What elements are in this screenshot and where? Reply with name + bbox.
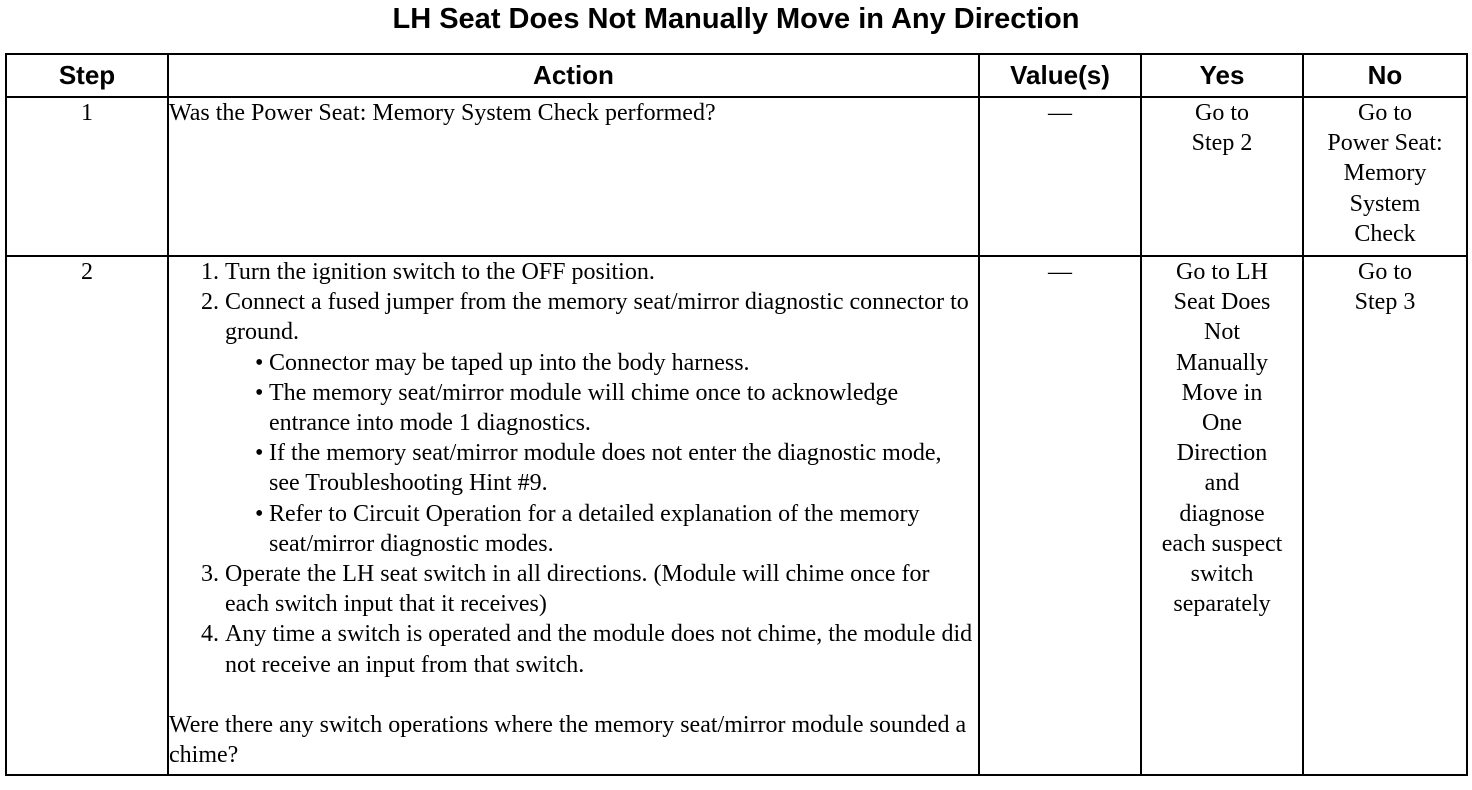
header-step: Step (6, 54, 168, 97)
value-cell: — (979, 97, 1141, 256)
yes-line: diagnose (1179, 500, 1265, 527)
yes-line: and (1204, 470, 1240, 497)
instruction-item (225, 287, 978, 559)
no-line: Go to (1358, 100, 1412, 126)
sub-bullet: • The memory seat/mirror module will chime once to acknowledge entrance into mode 1 diagnostics. (265, 378, 978, 438)
yes-line: Go to (1195, 100, 1249, 126)
no-cell (1303, 97, 1467, 256)
value-cell: — (979, 256, 1141, 775)
yes-line: Direction (1176, 440, 1268, 467)
instruction-item (225, 559, 978, 619)
no-line: Check (1354, 220, 1416, 247)
instruction-list (169, 257, 978, 680)
question-text: Were there any switch operations where the memory seat/mirror module sounded a chime? (169, 711, 967, 769)
yes-line: Not (1204, 319, 1240, 346)
yes-line: separately (1173, 591, 1271, 618)
step-number: 1 (6, 97, 168, 256)
yes-cell (1141, 256, 1303, 775)
no-line: Memory (1343, 160, 1427, 187)
no-line: Power Seat: (1327, 130, 1443, 157)
no-line: Go to (1358, 259, 1412, 285)
no-line: Step 3 (1354, 289, 1416, 316)
instruction-item (225, 257, 978, 287)
table-row (6, 97, 1467, 256)
step-number: 2 (6, 256, 168, 775)
no-cell (1303, 256, 1467, 775)
instruction-text: Any time a switch is operated and the module does not chime, the module did not receive an input from that switch. (225, 621, 973, 678)
header-no: No (1303, 54, 1467, 97)
sub-bullet-list (225, 348, 978, 559)
action-text: Was the Power Seat: Memory System Check performed? (168, 97, 979, 256)
instruction-text: Operate the LH seat switch in all directions. (Module will chime once for each switch input that it receives) (225, 561, 930, 618)
sub-bullet: • Connector may be taped up into the body harness. (265, 348, 978, 378)
header-action: Action (168, 54, 979, 97)
yes-line: Go to LH (1176, 259, 1268, 285)
yes-line: Step 2 (1191, 130, 1253, 157)
yes-line: One (1202, 410, 1242, 437)
yes-line: each suspect (1161, 530, 1283, 557)
yes-line: Move in (1181, 379, 1263, 406)
instruction-item (225, 619, 978, 679)
table-row (6, 256, 1467, 775)
yes-cell (1141, 97, 1303, 256)
instruction-text: Connect a fused jumper from the memory seat/mirror diagnostic connector to ground. (225, 289, 969, 346)
yes-line: Seat Does (1173, 289, 1271, 316)
action-cell (168, 256, 979, 775)
header-yes: Yes (1141, 54, 1303, 97)
table-header-row (6, 54, 1467, 97)
sub-bullet: • If the memory seat/mirror module does not enter the diagnostic mode, see Troubleshooting Hint #9. (265, 438, 978, 498)
header-values: Value(s) (979, 54, 1141, 97)
page-title: LH Seat Does Not Manually Move in Any Direction (392, 3, 1080, 35)
instruction-text: Turn the ignition switch to the OFF position. (225, 259, 655, 285)
sub-bullet: • Refer to Circuit Operation for a detailed explanation of the memory seat/mirror diagnostic modes. (265, 499, 978, 559)
no-line: System (1349, 190, 1421, 217)
yes-line: switch (1190, 561, 1254, 588)
diagnostic-table (5, 53, 1468, 776)
yes-line: Manually (1176, 349, 1268, 376)
